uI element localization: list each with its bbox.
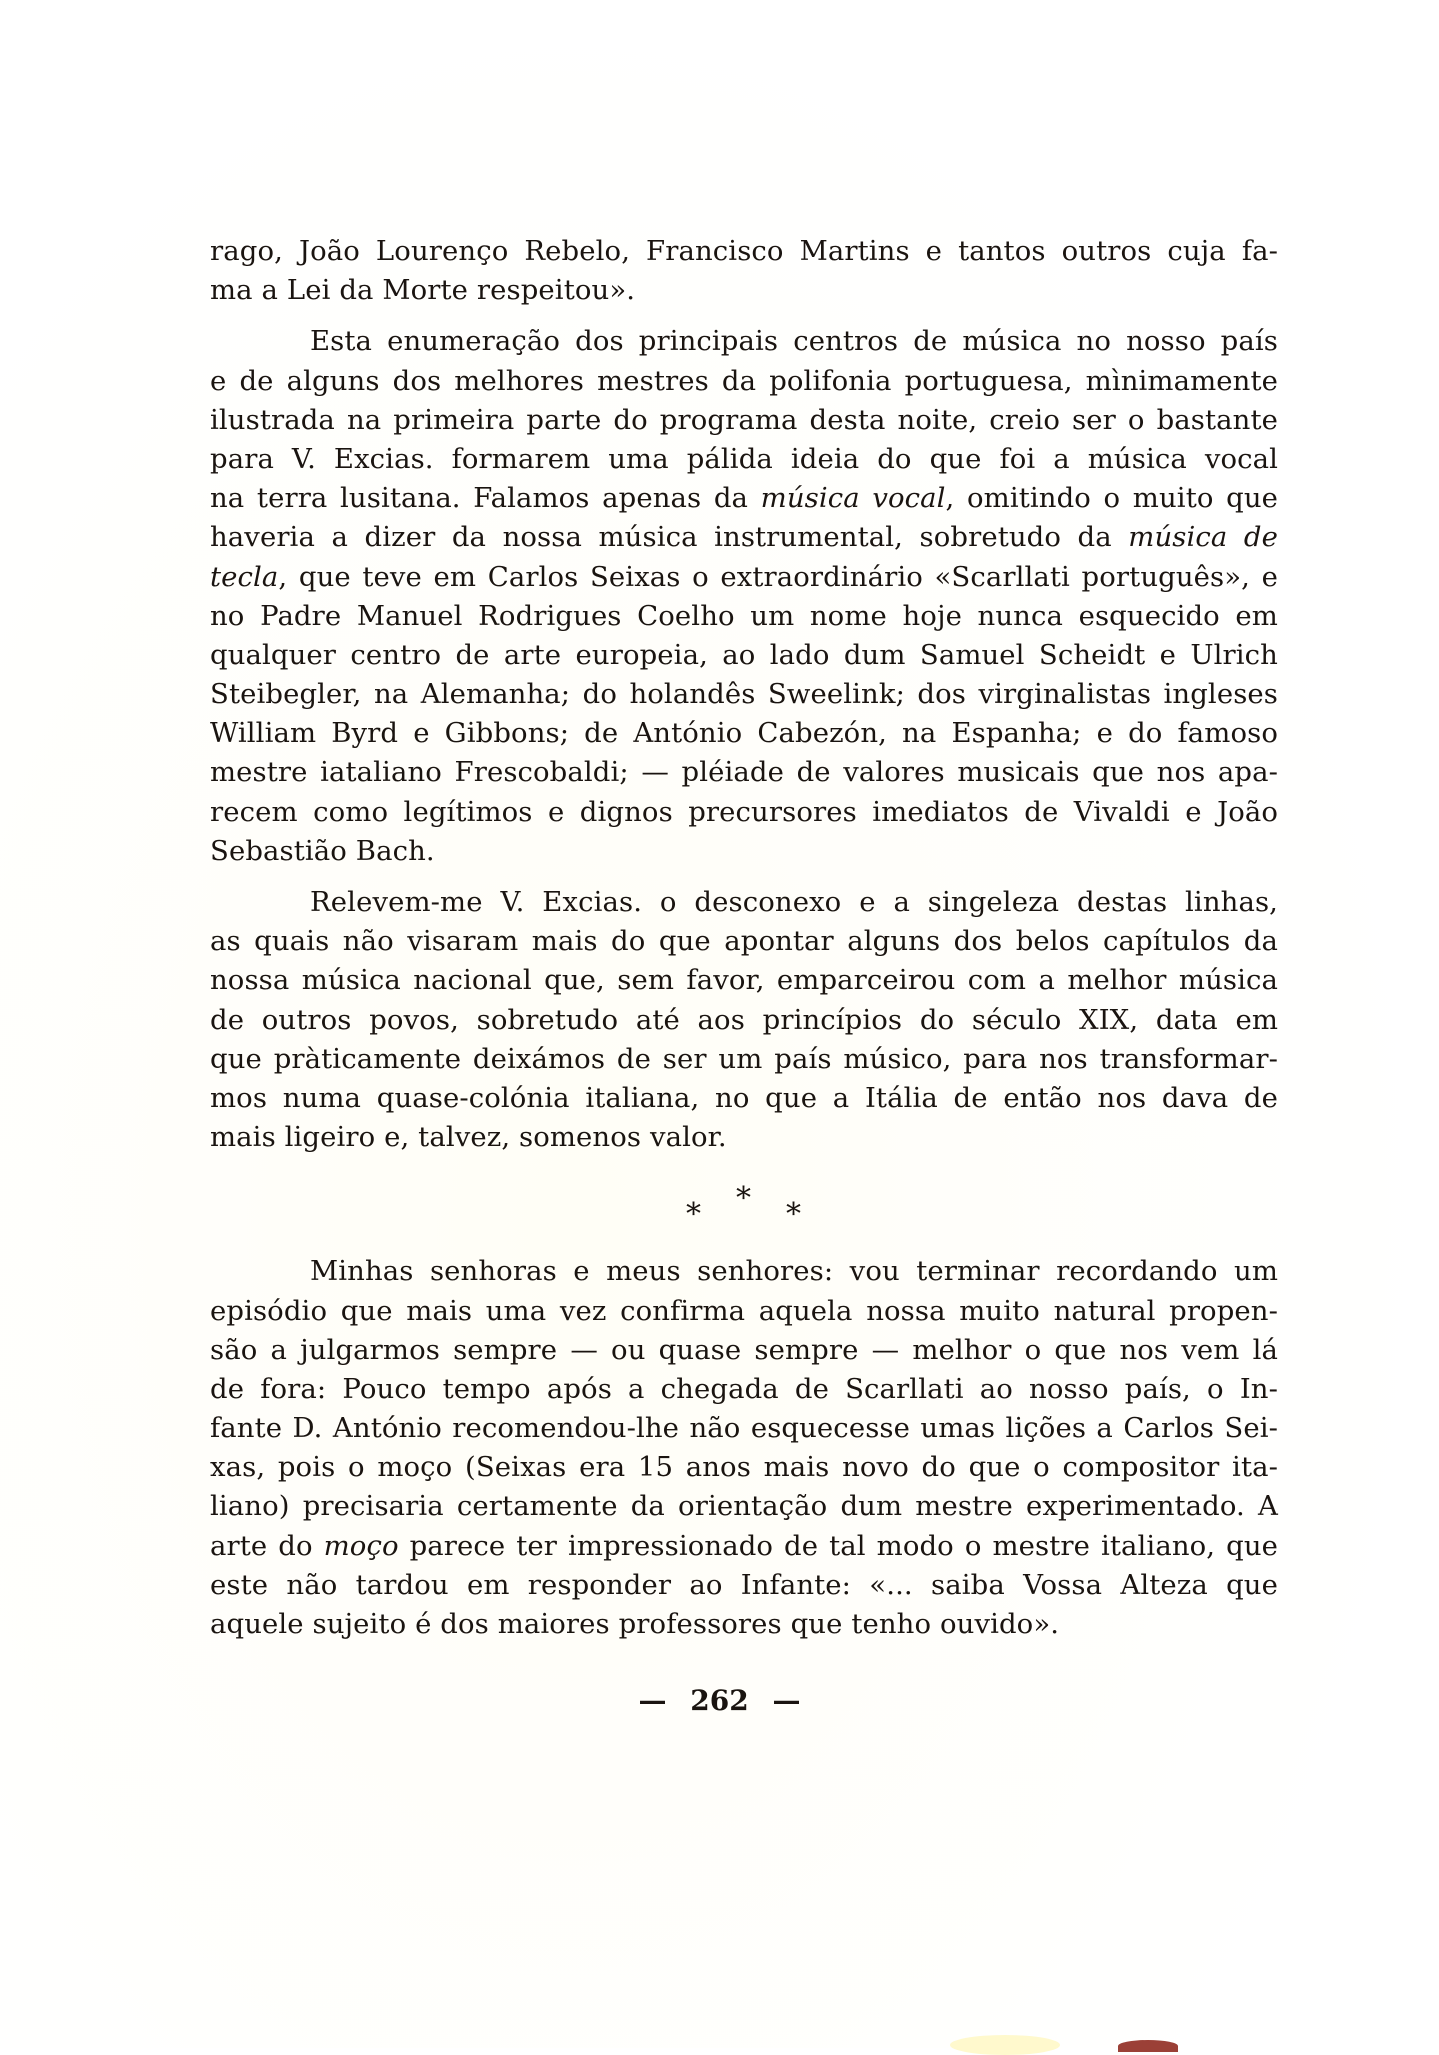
italic-text: tecla — [210, 560, 279, 593]
text-line: Minhas senhoras e meus senhores: vou terminar recordando um — [310, 1255, 1278, 1288]
text-line: ma a Lei da Morte respeitou». — [210, 274, 636, 307]
paragraphs-before-separator — [210, 232, 1278, 1157]
section-separator — [210, 1157, 1278, 1252]
text-line: as quais não visaram mais do que apontar alguns dos belos capítulos da — [210, 925, 1278, 958]
text-line: tecla, que teve em Carlos Seixas o extraordinário «Scarllati português», e — [210, 560, 1278, 593]
paragraph — [210, 1252, 1278, 1644]
text-line: na terra lusitana. Falamos apenas da música vocal, omitindo o muito que — [210, 482, 1278, 515]
paper-stain — [950, 2035, 1060, 2055]
text-line: que pràticamente deixámos de ser um país músico, para nos transformar- — [210, 1042, 1278, 1075]
page-number — [0, 1684, 1439, 1717]
body-text — [210, 232, 1278, 1644]
text-line: Esta enumeração dos principais centros de música no nosso país — [310, 325, 1278, 358]
paragraph — [210, 232, 1278, 310]
text-line: este não tardou em responder ao Infante: «... saiba Vossa Alteza que — [210, 1568, 1278, 1601]
ink-smudge — [1118, 2040, 1178, 2052]
page-number-value: 262 — [690, 1684, 749, 1717]
italic-text: música de — [1128, 521, 1278, 554]
text-line: de fora: Pouco tempo após a chegada de Scarllati ao nosso país, o In- — [210, 1372, 1278, 1405]
text-line: Sebastião Bach. — [210, 834, 435, 867]
text-line: nossa música nacional que, sem favor, emparceirou com a melhor música — [210, 964, 1278, 997]
text-line: são a julgarmos sempre — ou quase sempre — melhor o que nos vem lá — [210, 1333, 1278, 1366]
paragraph — [210, 883, 1278, 1157]
paragraph-gap — [210, 310, 1278, 322]
text-line: rago, João Lourenço Rebelo, Francisco Martins e tantos outros cuja fa- — [210, 235, 1278, 267]
asterisk-left: * — [686, 1197, 702, 1233]
text-line: liano) precisaria certamente da orientação dum mestre experimentado. A — [210, 1490, 1278, 1523]
text-line: William Byrd e Gibbons; de António Cabezón, na Espanha; e do famoso — [210, 717, 1278, 750]
page-number-dash-left: — — [638, 1684, 667, 1717]
text-line: fante D. António recomendou-lhe não esquecesse umas lições a Carlos Sei- — [210, 1412, 1278, 1445]
text-line: Relevem-me V. Excias. o desconexo e a singeleza destas linhas, — [310, 886, 1278, 918]
text-line: haveria a dizer da nossa música instrumental, sobretudo da música de — [210, 521, 1278, 554]
text-line: de outros povos, sobretudo até aos princípios do século XIX, data em — [210, 1003, 1278, 1036]
italic-text: música vocal — [760, 482, 946, 515]
text-line: xas, pois o moço (Seixas era 15 anos mais novo do que o compositor ita- — [210, 1451, 1278, 1484]
text-line: e de alguns dos melhores mestres da polifonia portuguesa, mìnimamente — [210, 364, 1278, 397]
page-number-dash-right: — — [772, 1684, 801, 1717]
text-line: arte do moço parece ter impressionado de tal modo o mestre italiano, que — [210, 1529, 1279, 1562]
text-line: Steibegler, na Alemanha; do holandês Sweelink; dos virginalistas ingleses — [210, 678, 1278, 711]
text-line: ilustrada na primeira parte do programa desta noite, creio ser o bastante — [210, 403, 1278, 436]
text-line: mos numa quase-colónia italiana, no que a Itália de então nos dava de — [210, 1081, 1278, 1114]
text-line: mais ligeiro e, talvez, somenos valor. — [210, 1121, 727, 1154]
text-line: no Padre Manuel Rodrigues Coelho um nome hoje nunca esquecido em — [210, 599, 1278, 632]
text-line: qualquer centro de arte europeia, ao lado dum Samuel Scheidt e Ulrich — [210, 638, 1278, 671]
italic-text: moço — [323, 1529, 399, 1562]
asterisk-right: * — [786, 1197, 802, 1233]
paragraphs-after-separator — [210, 1252, 1278, 1644]
text-line: recem como legítimos e dignos precursores imediatos de Vivaldi e João — [210, 795, 1278, 828]
text-line: episódio que mais uma vez confirma aquela nossa muito natural propen- — [210, 1294, 1278, 1327]
text-line: para V. Excias. formarem uma pálida ideia do que foi a música vocal — [210, 442, 1278, 475]
paragraph-gap — [210, 871, 1278, 883]
text-line: aquele sujeito é dos maiores professores que tenho ouvido». — [210, 1608, 1060, 1640]
paragraph — [210, 322, 1278, 871]
asterisk-top: * — [736, 1181, 752, 1217]
text-line: mestre iataliano Frescobaldi; — pléiade de valores musicais que nos apa- — [210, 756, 1278, 789]
